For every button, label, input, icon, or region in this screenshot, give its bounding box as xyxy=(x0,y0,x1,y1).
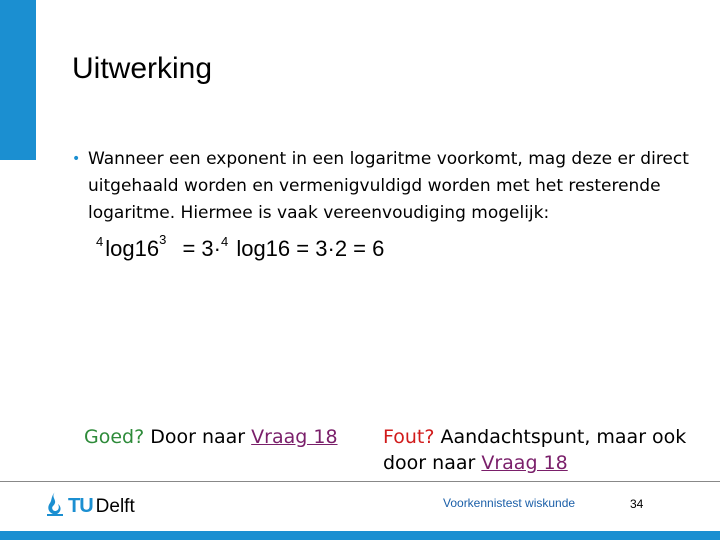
formula-base-2: 4 xyxy=(220,234,229,249)
formula-base-1: 4 xyxy=(96,234,104,249)
footer-divider xyxy=(0,481,720,482)
bullet-text: Wanneer een exponent in een logaritme voorkomt, mag deze er direct uitgehaald worden en vermenigvuldigd worden met het resterende logaritme. Hiermee is vaak vereenvoudiging mogelijk: xyxy=(88,149,689,223)
formula xyxy=(96,232,385,262)
formula-exponent: 3 xyxy=(159,232,167,247)
formula-equals-1: = 3 xyxy=(182,236,214,261)
logo-delft: Delft xyxy=(95,496,135,517)
good-label: Goed? xyxy=(84,426,145,448)
slide-title: Uitwerking xyxy=(72,52,213,85)
tudelft-logo xyxy=(44,488,135,518)
flame-icon xyxy=(44,490,66,518)
bullet-icon: • xyxy=(72,151,81,167)
good-text: Door naar xyxy=(150,426,246,448)
accent-bar xyxy=(0,0,36,160)
formula-result: 2 = 6 xyxy=(334,236,385,261)
page-number: 34 xyxy=(630,497,644,511)
logo-tu: TU xyxy=(68,495,93,517)
footer-text: Voorkennistest wiskunde xyxy=(443,496,576,510)
bad-link-question-18[interactable]: Vraag 18 xyxy=(481,452,568,474)
option-bad xyxy=(383,424,713,476)
footer-accent-bar xyxy=(0,531,720,540)
formula-log-1: log16 xyxy=(105,236,160,261)
formula-log-2: log16 xyxy=(236,236,291,261)
bullet-point xyxy=(72,146,692,227)
option-good xyxy=(84,424,338,450)
formula-dot-2: · xyxy=(327,236,335,261)
formula-dot-1: · xyxy=(213,236,221,261)
bad-text: Aandachtspunt, maar ook door naar xyxy=(383,426,687,474)
formula-equals-2: = 3 xyxy=(296,236,328,261)
bad-label: Fout? xyxy=(383,426,435,448)
good-link-question-18[interactable]: Vraag 18 xyxy=(251,426,338,448)
